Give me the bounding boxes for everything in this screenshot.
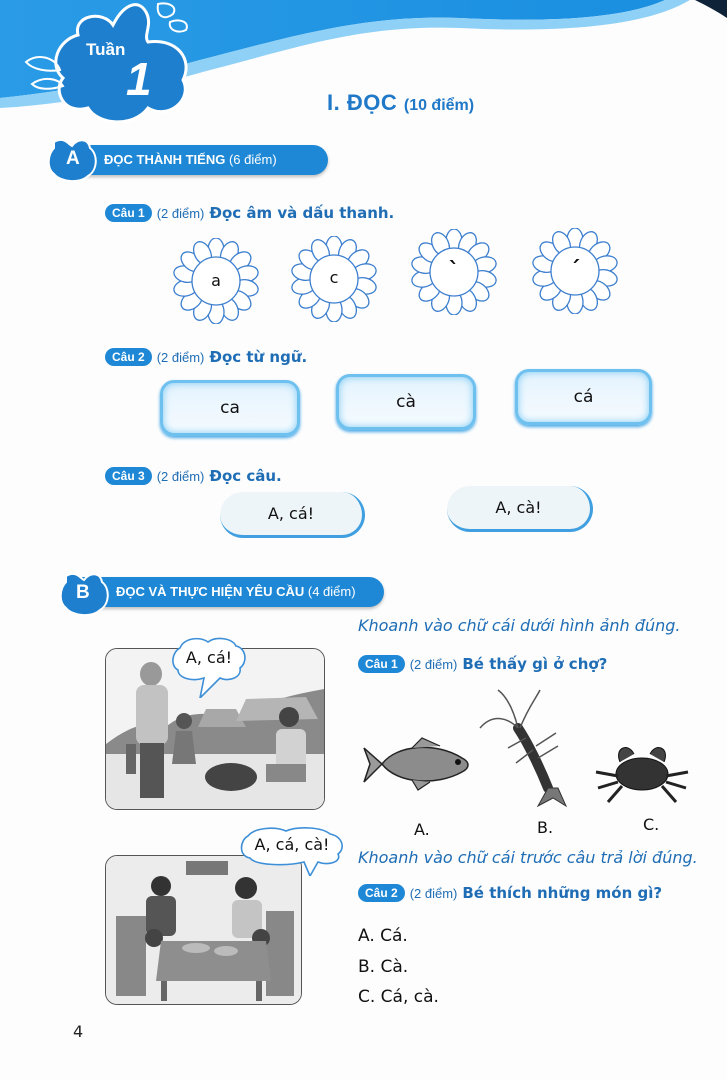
question-points: (2 điểm) (156, 468, 205, 484)
question-b1-row (358, 655, 607, 673)
instruction-b1: Khoanh vào chữ cái dưới hình ảnh đúng. (358, 616, 681, 635)
section-a-letter: A (66, 148, 80, 169)
flower-tone-grave: ` (448, 259, 460, 284)
answer-option-c[interactable]: C. Cá, cà. (358, 987, 439, 1007)
part-points: (10 điểm) (403, 97, 475, 114)
flower-sound-2: c (329, 268, 339, 287)
choice-label-a[interactable]: A. (414, 820, 430, 839)
question-tag: Câu 2 (358, 884, 405, 902)
question-a3-row (105, 467, 282, 485)
part-title (327, 90, 474, 116)
week-badge-splash (18, 0, 208, 125)
shrimp-icon[interactable] (478, 688, 578, 810)
question-points: (2 điểm) (409, 885, 458, 901)
word-card-1: ca (160, 380, 300, 436)
section-b-header (70, 577, 384, 607)
crab-icon[interactable] (592, 740, 692, 804)
section-a-title: ĐỌC THÀNH TIẾNG (104, 152, 226, 167)
speech-bubble-1 (170, 636, 248, 698)
question-b2-row (358, 884, 662, 902)
instruction-b2: Khoanh vào chữ cái trước câu trả lời đúng. (358, 848, 698, 867)
choice-label-b[interactable]: B. (537, 818, 554, 837)
word-card-2: cà (336, 374, 476, 430)
choice-label-c[interactable]: C. (643, 815, 660, 834)
week-number: 1 (126, 53, 152, 105)
fish-icon[interactable] (362, 736, 474, 792)
part-title-text: I. ĐỌC (327, 90, 398, 115)
sentence-card-1: A, cá! (220, 492, 365, 538)
question-tag: Câu 3 (105, 467, 152, 485)
question-text: Bé thấy gì ở chợ? (462, 655, 608, 673)
section-b-points: (4 điểm) (307, 584, 356, 599)
answer-option-a[interactable]: A. Cá. (358, 926, 408, 946)
question-a1-row (105, 204, 394, 222)
word-card-3: cá (515, 369, 652, 425)
question-text: Bé thích những món gì? (462, 884, 663, 902)
question-tag: Câu 1 (358, 655, 405, 673)
question-text: Đọc âm và dấu thanh. (209, 204, 395, 222)
speech-bubble-2-text: A, cá, cà! (254, 835, 330, 854)
section-b-title: ĐỌC VÀ THỰC HIỆN YÊU CẦU (116, 584, 305, 599)
question-text: Đọc câu. (209, 467, 282, 485)
page-number: 4 (73, 1022, 84, 1041)
question-tag: Câu 1 (105, 204, 152, 222)
question-tag: Câu 2 (105, 348, 152, 366)
section-a-header (58, 145, 328, 175)
question-points: (2 điểm) (156, 349, 205, 365)
family-dinner-illustration (106, 856, 301, 1004)
flower-sound-1: a (211, 271, 221, 290)
question-points: (2 điểm) (409, 656, 458, 672)
flower-tone-acute: ˊ (569, 258, 581, 283)
family-dinner-picture (105, 855, 302, 1005)
question-points: (2 điểm) (156, 205, 205, 221)
speech-bubble-1-text: A, cá! (185, 648, 233, 667)
section-a-points: (6 điểm) (228, 152, 277, 167)
section-b-letter: B (76, 582, 90, 603)
question-text: Đọc từ ngữ. (209, 348, 308, 366)
week-label: Tuần (86, 40, 126, 59)
answer-option-b[interactable]: B. Cà. (358, 957, 409, 977)
question-a2-row (105, 348, 307, 366)
sentence-card-2: A, cà! (447, 486, 593, 532)
